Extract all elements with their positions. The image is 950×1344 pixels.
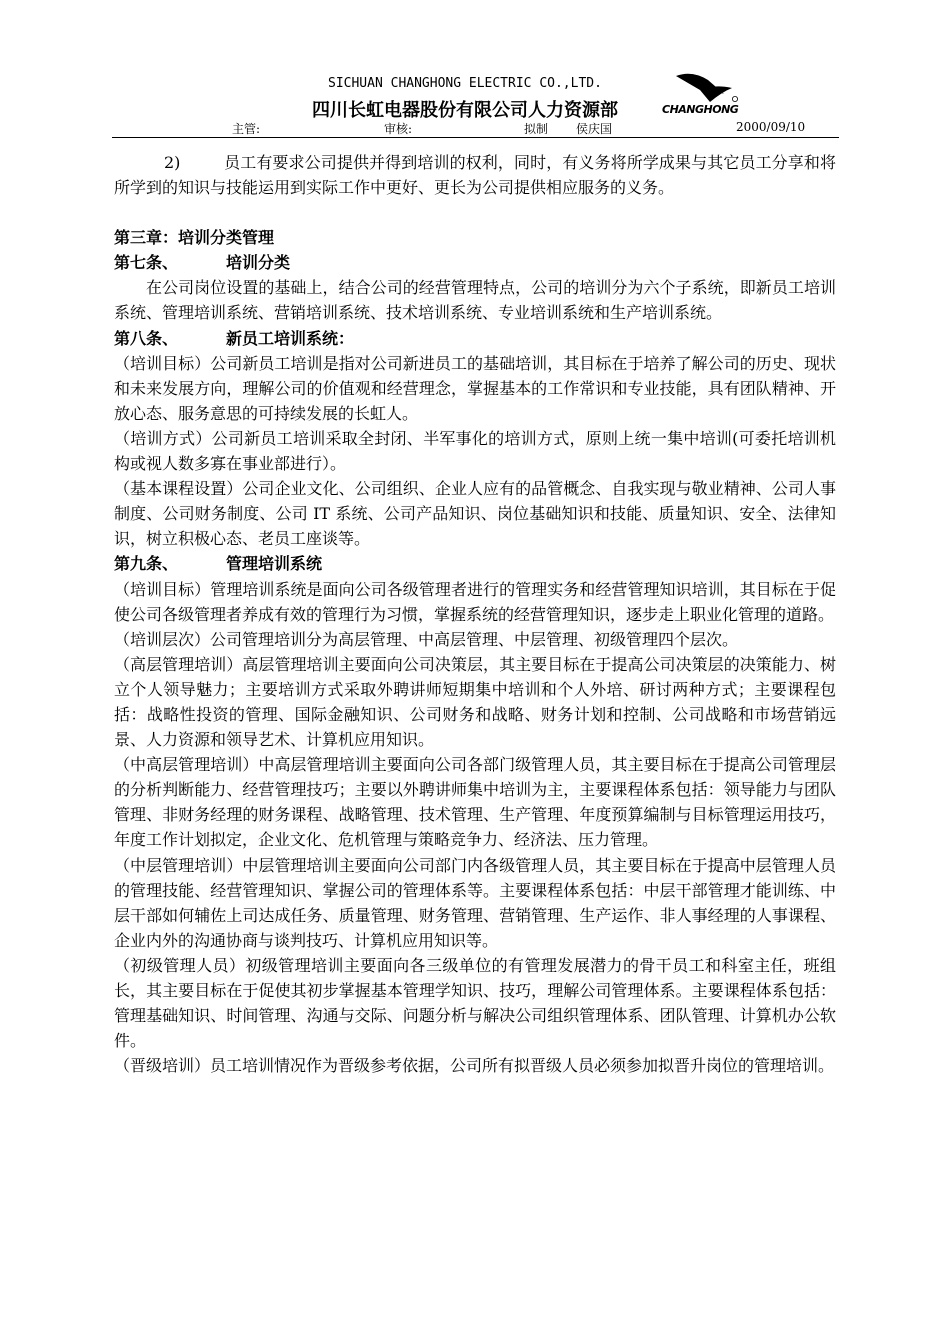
article-number: 第七条、 [114, 253, 179, 273]
article-9-heading [114, 551, 836, 576]
article-number: 第九条、 [114, 554, 179, 574]
article-title: 管理培训系统 [226, 554, 323, 574]
article-8-paragraph: （培训方式）公司新员工培训采取全封闭、半军事化的培训方式，原则上统一集中培训(可委托培训机构或视人数多寡在事业部进行）。 [114, 428, 836, 474]
supervisor-label: 主管: [232, 122, 261, 136]
article-9-paragraph: （中高层管理培训）中高层管理培训主要面向公司各部门级管理人员，其主要目标在于提高公司管理层的分析判断能力、经营管理技巧；主要以外聘讲师集中培训为主，主要课程体系包括：领导能力与团队管理、非财务经理的财务课程、战略管理、技术管理、生产管理、年度预算编制与目标管理运用技巧，年度工作计划拟定，企业文化、危机管理与策略竞争力、经济法、压力管理。 [114, 755, 836, 850]
article-7-body: 在公司岗位设置的基础上，结合公司的经营管理特点，公司的培训分为六个子系统，即新员工培训系统、管理培训系统、营销培训系统、技术培训系统、专业培训系统和生产培训系统。 [114, 278, 836, 323]
chapter-3-heading: 第三章：培训分类管理 [114, 228, 275, 248]
header-divider [112, 137, 839, 138]
item-number: 2) [164, 153, 181, 172]
article-9-paragraph: （中层管理培训）中层管理培训主要面向公司部门内各级管理人员，其主要目标在于提高中层管理人员的管理技能、经营管理知识、掌握公司的管理体系等。主要课程体系包括：中层干部管理才能训练、中层干部如何辅佐上司达成任务、质量管理、财务管理、营销管理、生产运作、非人事经理的人事课程、企业内外的沟通协商与谈判技巧、计算机应用知识等。 [114, 855, 836, 950]
item-text: 员工有要求公司提供并得到培训的权利，同时，有义务将所学成果与其它员工分享和将所学到的知识与技能运用到实际工作中更好、更长为公司提供相应服务的义务。 [114, 153, 836, 198]
article-9-paragraph: （晋级培训）员工培训情况作为晋级参考依据，公司所有拟晋级人员必须参加拟晋升岗位的管理培训。 [114, 1056, 835, 1076]
article-8-paragraph: （基本课程设置）公司企业文化、公司组织、企业人应有的品管概念、自我实现与敬业精神、公司人事制度、公司财务制度、公司 IT 系统、公司产品知识、岗位基础知识和技能、质量知识、安全、法律知识，树立积极心态、老员工座谈等。 [114, 479, 836, 549]
drafter-label: 拟制 [524, 122, 549, 136]
article-8-heading [114, 326, 836, 351]
article-9-paragraph: （初级管理人员）初级管理培训主要面向各三级单位的有管理发展潜力的骨干员工和科室主任，班组长，其主要目标在于促使其初步掌握基本管理学知识、技巧，理解公司管理体系。主要课程体系包括：管理基础知识、时间管理、沟通与交际、问题分析与解决公司组织管理体系、团队管理、计算机办公软件。 [114, 955, 836, 1051]
company-name-en: SICHUAN CHANGHONG ELECTRIC CO.,LTD. [328, 76, 602, 91]
article-9-paragraph: （培训层次）公司管理培训分为高层管理、中高层管理、中层管理、初级管理四个层次。 [114, 629, 739, 649]
article-7-heading [114, 250, 836, 275]
logo-wordmark: CHANGHONG [662, 103, 739, 116]
article-number: 第八条、 [114, 328, 179, 348]
article-8-paragraph: （培训目标）公司新员工培训是指对公司新进员工的基础培训，其目标在于培养了解公司的历史、现状和未来发展方向，理解公司的价值观和经营理念，掌握基本的工作常识和专业技能，具有团队精神、开放心态、服务意思的可持续发展的长虹人。 [114, 353, 836, 423]
review-label: 审核: [384, 122, 413, 136]
company-name-cn: 四川长虹电器股份有限公司人力资源部 [312, 100, 618, 121]
article-9-paragraph: （培训目标）管理培训系统是面向公司各级管理者进行的管理实务和经营管理知识培训，其目标在于促使公司各级管理者养成有效的管理行为习惯，掌握系统的经营管理知识，逐步走上职业化管理的道路。 [114, 579, 836, 624]
article-9-paragraph: （高层管理培训）高层管理培训主要面向公司决策层，其主要目标在于提高公司决策层的决策能力、树立个人领导魅力；主要培训方式采取外聘讲师短期集中培训和个人外培、研讨两种方式；主要课程包括：战略性投资的管理、国际金融知识、公司财务和战略、财务计划和控制、公司战略和市场营销远景、人力资源和领导艺术、计算机应用知识。 [114, 654, 836, 750]
drafter-name: 侯庆国 [576, 122, 613, 136]
article-title: 新员工培训系统： [226, 328, 355, 348]
document-body [114, 150, 836, 1078]
item-2-paragraph [114, 150, 836, 200]
document-date: 2000/09/10 [736, 120, 806, 134]
article-title: 培训分类 [226, 253, 291, 273]
